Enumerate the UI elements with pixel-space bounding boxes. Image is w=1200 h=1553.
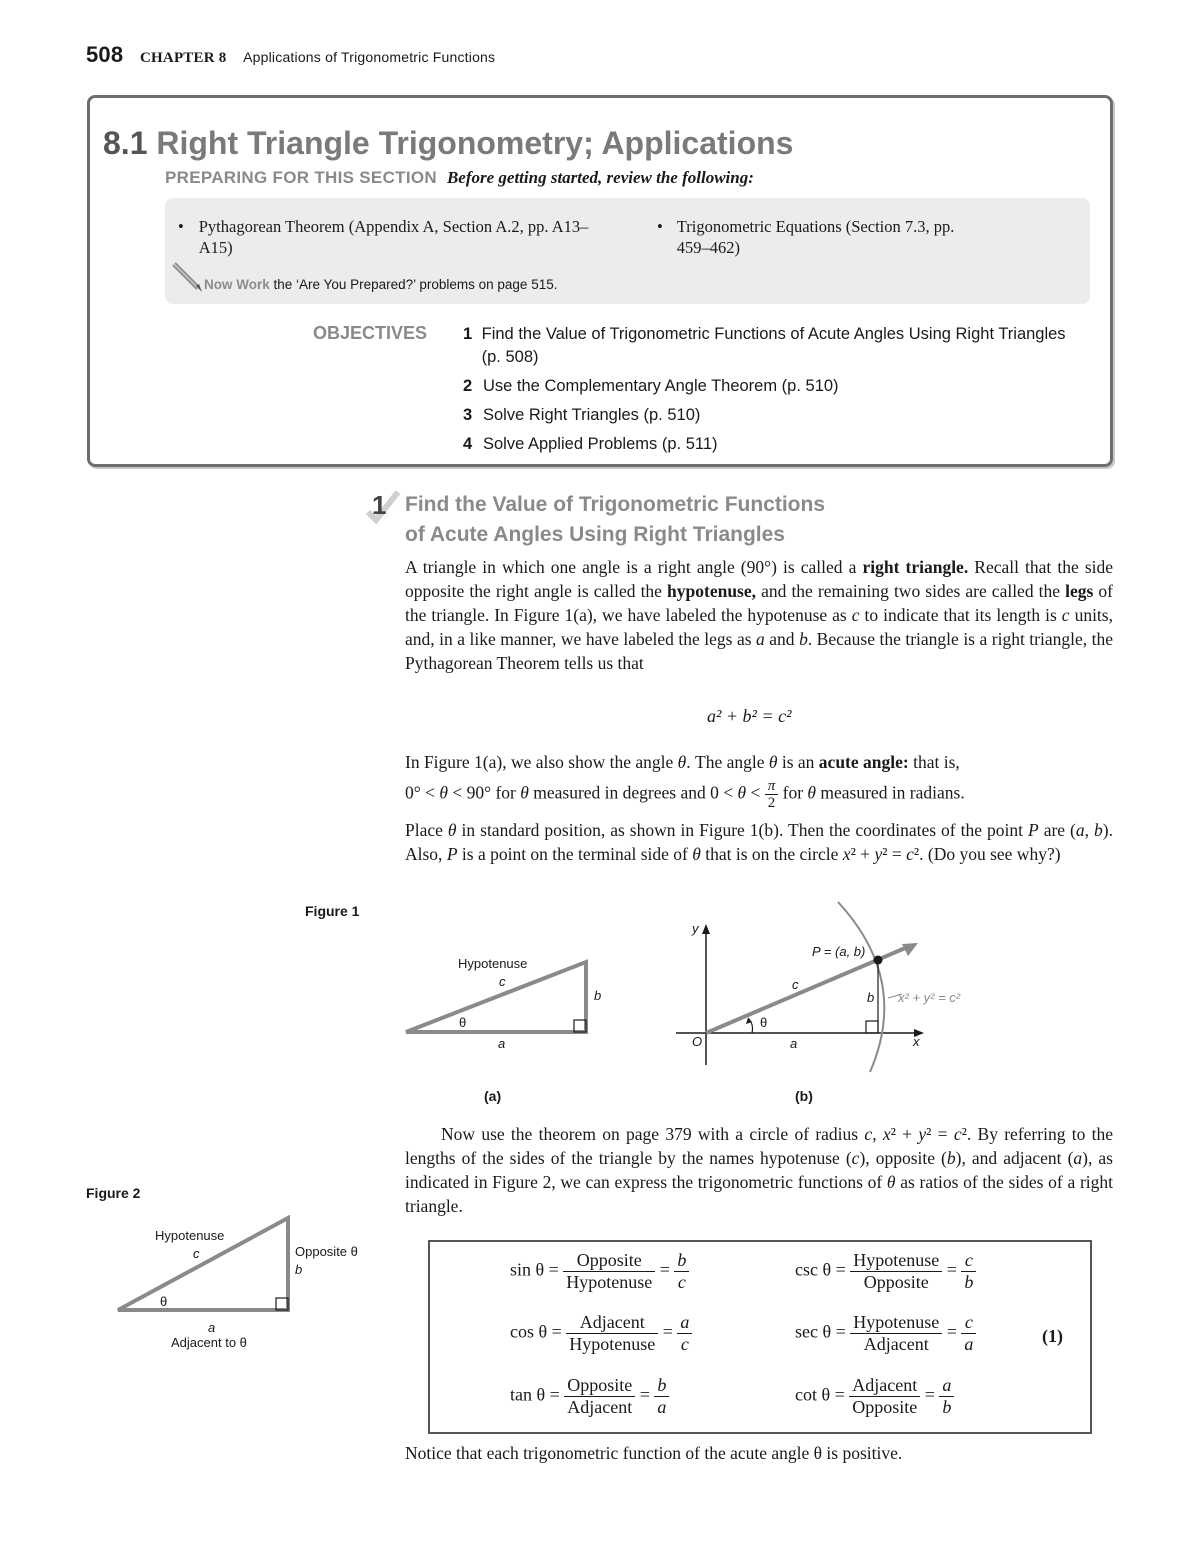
chapter-title: Applications of Trigonometric Functions <box>243 49 496 65</box>
paragraph-acute-angle: In Figure 1(a), we also show the angle θ. The angle θ is an acute angle: that is, <box>405 752 960 772</box>
equals-sign: = <box>659 1259 670 1280</box>
formula-denominator: Adjacent <box>567 1397 633 1417</box>
formula-value-denominator: a <box>964 1334 974 1354</box>
prep-item-2 <box>657 216 987 258</box>
formula-denominator: Hypotenuse <box>569 1334 656 1354</box>
figure-1a-theta: θ <box>459 1015 467 1030</box>
objective-number: 3 <box>463 406 473 424</box>
formula-value-numerator: b <box>654 1375 669 1397</box>
figure-2-theta: θ <box>160 1294 168 1309</box>
bullet-icon: • <box>178 217 184 236</box>
figure-1b-c: c <box>792 977 799 992</box>
equals-sign: = <box>639 1384 650 1405</box>
section-title <box>103 125 793 162</box>
formula-numerator: Hypotenuse <box>850 1250 942 1272</box>
formula-value-numerator: a <box>677 1312 692 1334</box>
subsection-heading <box>405 490 825 550</box>
figure-1b-origin: O <box>692 1034 703 1049</box>
equals-sign: = <box>946 1259 957 1280</box>
cos-formula <box>510 1312 692 1355</box>
formula-name: csc θ = <box>795 1259 846 1280</box>
figure-1b-y-axis-label: y <box>692 921 699 936</box>
figure-1b-circle-equation: x² + y² = c² <box>898 990 961 1005</box>
chapter-label: CHAPTER 8 <box>140 50 227 66</box>
trig-ratio-formula-box <box>428 1240 1092 1434</box>
equals-sign: = <box>924 1384 935 1405</box>
formula-value-numerator: c <box>961 1312 976 1334</box>
figure-2-b: b <box>295 1262 303 1277</box>
formula-denominator: Adjacent <box>863 1334 929 1354</box>
cot-formula <box>795 1375 954 1418</box>
formula-numerator: Opposite <box>564 1375 635 1397</box>
figure-1b-x-axis-label: x <box>913 1034 920 1049</box>
figure-1a-hypotenuse-label: Hypotenuse <box>458 956 528 971</box>
figure-1b-theta: θ <box>760 1015 768 1030</box>
figure-2-a: a <box>208 1320 216 1335</box>
figure-2-c: c <box>193 1246 200 1261</box>
objective-text: Solve Right Triangles (p. 510) <box>483 406 701 424</box>
formula-value-denominator: b <box>964 1272 974 1292</box>
subsection-number: 1 <box>372 490 387 520</box>
preparing-line <box>165 168 754 188</box>
formula-name: sin θ = <box>510 1259 559 1280</box>
paragraph-acute-angle-range: 0° < θ < 90° for θ measured in degrees and 0 < θ < $\frac{\pi}{2}$ for θ measured in radians. <box>405 778 965 811</box>
paragraph-ratios: Now use the theorem on page 379 with a circle of radius c, x² + y² = c². By referring to the lengths of the sides of the triangle by the names hypotenuse (c), opposite (b), and adjacent (a), as indicated in Figure 2, we can express the trigonometric functions of θ as ratios of the sides of a right triangle. <box>405 1124 1114 1216</box>
objective-number: 2 <box>463 377 473 395</box>
pythagorean-equation: a² + b² = c² <box>707 706 792 726</box>
figure-1b-caption: (b) <box>795 1088 813 1104</box>
figure-1a-caption: (a) <box>484 1088 502 1104</box>
figure-1b-coordinate-diagram <box>670 900 1000 1075</box>
formula-value-denominator: b <box>942 1397 952 1417</box>
section-number: 8.1 <box>103 125 148 161</box>
formula-denominator: Hypotenuse <box>566 1272 653 1292</box>
preparing-subtitle: Before getting started, review the following: <box>446 168 754 187</box>
objective-number: 1 <box>463 325 473 343</box>
formula-name: cos θ = <box>510 1321 562 1342</box>
equals-sign: = <box>946 1321 957 1342</box>
page-header <box>86 42 495 68</box>
formula-value-numerator: c <box>961 1250 976 1272</box>
page-number: 508 <box>86 42 124 67</box>
formula-numerator: Adjacent <box>849 1375 920 1397</box>
formula-denominator: Opposite <box>852 1397 918 1417</box>
now-work-text: the ‘Are You Prepared?’ problems on page 515. <box>273 277 558 292</box>
csc-formula <box>795 1250 976 1293</box>
figure-1a-a: a <box>498 1036 506 1051</box>
now-work-label: Now Work <box>204 277 270 292</box>
objective-2 <box>463 375 1083 398</box>
pencil-icon <box>170 260 204 294</box>
objective-text: Solve Applied Problems (p. 511) <box>483 435 718 453</box>
paragraph-right-triangle: A triangle in which one angle is a right angle (90°) is called a right triangle. Recall that the side opposite the right angle is called the hypotenuse, and the remaining two sides are called the legs of the triangle. In Figure 1(a), we have labeled the hypotenuse as c to indicate that its length is c units, and, in a like manner, we have labeled the legs as a and b. Because the triangle is a right triangle, the Pythagorean Theorem tells us that <box>405 557 1114 673</box>
sin-formula <box>510 1250 689 1293</box>
formula-value-numerator: b <box>674 1250 689 1272</box>
now-work-line <box>204 277 557 294</box>
figure-2-hypotenuse-label: Hypotenuse <box>155 1228 225 1243</box>
prep-item-text: Pythagorean Theorem (Appendix A, Section A.2, pp. A13–A15) <box>198 217 589 257</box>
objective-3 <box>463 404 1083 427</box>
objective-4 <box>463 433 1083 456</box>
formula-name: sec θ = <box>795 1321 846 1342</box>
formula-value-denominator: a <box>657 1397 667 1417</box>
sec-formula <box>795 1312 976 1355</box>
formula-value-denominator: c <box>677 1272 686 1292</box>
figure-1b-a: a <box>790 1036 798 1051</box>
formula-name: cot θ = <box>795 1384 845 1405</box>
paragraph-standard-position: Place θ in standard position, as shown in Figure 1(b). Then the coordinates of the point P are (a, b). Also, P is a point on the terminal side of θ that is on the circle x² + y² = c². (Do you see why?) <box>405 820 1113 864</box>
formula-value-numerator: a <box>939 1375 954 1397</box>
prep-item-1 <box>178 216 598 258</box>
formula-numerator: Adjacent <box>566 1312 658 1334</box>
formula-numerator: Opposite <box>563 1250 655 1272</box>
figure-1a-c: c <box>499 974 506 989</box>
prep-item-text: Trigonometric Equations (Section 7.3, pp. 459–462) <box>676 217 955 257</box>
objective-text: Use the Complementary Angle Theorem (p. 510) <box>483 377 839 395</box>
preparing-heading: PREPARING FOR THIS SECTION <box>165 168 437 187</box>
closing-text: Notice that each trigonometric function of the acute angle θ is positive. <box>405 1443 903 1463</box>
subsection-heading-line1: Find the Value of Trigonometric Functions <box>405 493 826 516</box>
formula-value-denominator: c <box>680 1334 689 1354</box>
equation-number: (1) <box>1042 1326 1063 1346</box>
figure-1b-point-p: P = (a, b) <box>812 944 866 959</box>
figure-2-label: Figure 2 <box>86 1185 141 1201</box>
figure-2-triangle <box>110 1210 303 1315</box>
objective-number: 4 <box>463 435 473 453</box>
section-title-text: Right Triangle Trigonometry; Applications <box>156 125 794 161</box>
formula-name: tan θ = <box>510 1384 560 1405</box>
figure-2-adjacent-label: Adjacent to θ <box>171 1335 247 1350</box>
figure-1b-b: b <box>867 990 875 1005</box>
figure-1a-b: b <box>594 988 602 1003</box>
equals-sign: = <box>662 1321 673 1342</box>
formula-denominator: Opposite <box>863 1272 929 1292</box>
bullet-icon: • <box>657 217 663 236</box>
formula-numerator: Hypotenuse <box>850 1312 942 1334</box>
figure-1-label: Figure 1 <box>305 903 360 919</box>
figure-2-opposite-label: Opposite θ <box>295 1244 358 1259</box>
objective-text: Find the Value of Trigonometric Functions of Acute Angles Using Right Triangles (p. 508) <box>481 325 1066 366</box>
objectives-heading: OBJECTIVES <box>313 323 428 343</box>
objective-1 <box>463 323 1083 369</box>
subsection-heading-line2: of Acute Angles Using Right Triangles <box>405 523 785 546</box>
tan-formula <box>510 1375 669 1418</box>
